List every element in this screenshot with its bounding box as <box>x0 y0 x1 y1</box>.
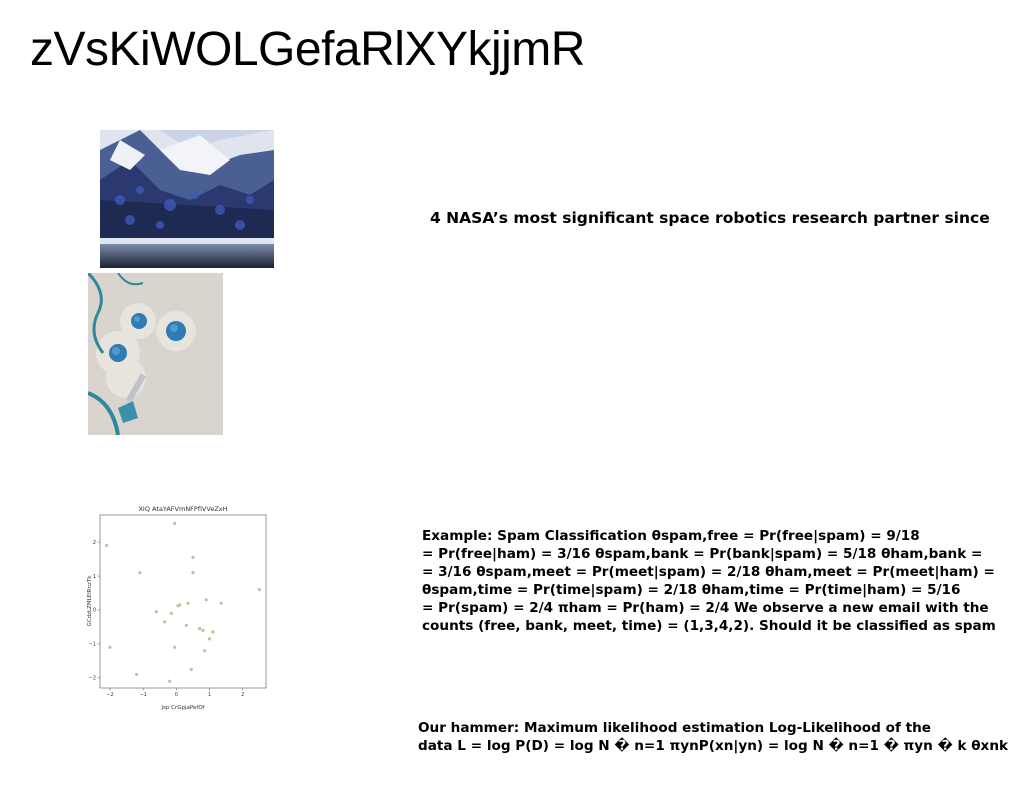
spam-example-block <box>422 527 1022 635</box>
example-line: counts (free, bank, meet, time) = (1,3,4,2). Should it be classified as spam <box>422 618 996 634</box>
hammer-line: Our hammer: Maximum likelihood estimation Log-Likelihood of the <box>418 720 931 736</box>
hammer-block <box>418 719 1018 755</box>
scatter-point <box>205 598 208 601</box>
scatter-point <box>208 637 211 640</box>
scatter-point <box>155 610 158 613</box>
hammer-line: data L = log P(D) = log N � n=1 πynP(xn|yn) = log N � n=1 � πyn � k θxnk <box>418 738 1009 754</box>
caption-text: 4 NASA’s most significant space robotics research partner since <box>430 209 990 227</box>
scatter-point <box>138 571 141 574</box>
scatter-point <box>163 620 166 623</box>
x-tick-label: 0 <box>174 692 178 698</box>
mountain-lake-image <box>100 130 274 268</box>
scatter-point <box>191 556 194 559</box>
page-title: zVsKiWOLGefaRlXYkjjmR <box>30 23 585 76</box>
chart-title: XIQ AtaYAFVmNFPfiVVeZxH <box>138 505 228 513</box>
y-axis-label: GCdzLZMLEIRnzTk <box>87 575 93 627</box>
scatter-point <box>201 629 204 632</box>
scatter-point <box>168 680 171 683</box>
y-tick-label: −2 <box>88 675 96 682</box>
scatter-point <box>203 649 206 652</box>
x-tick-label: −1 <box>139 692 147 698</box>
example-line: θspam,time = Pr(time|spam) = 2/18 θham,time = Pr(time|ham) = 5/16 <box>422 582 961 598</box>
scatter-point <box>258 588 261 591</box>
scatter-point <box>173 646 176 649</box>
y-tick-label: −1 <box>88 641 96 648</box>
scatter-point <box>178 603 181 606</box>
crystals-dishes-image <box>88 273 223 435</box>
scatter-point <box>190 668 193 671</box>
scatter-point <box>135 673 138 676</box>
y-tick-label: 0 <box>92 607 96 614</box>
scatter-point <box>220 602 223 605</box>
x-tick-label: 2 <box>241 692 245 698</box>
x-tick-label: −2 <box>106 692 114 698</box>
x-axis-label: Jsp CrGpjaPefOf <box>161 705 205 711</box>
y-tick-label: 2 <box>92 539 96 546</box>
plot-area <box>100 515 266 688</box>
scatter-point <box>198 627 201 630</box>
scatter-point <box>191 571 194 574</box>
scatter-point <box>211 630 214 633</box>
y-tick-label: 1 <box>92 573 96 580</box>
scatter-point <box>186 602 189 605</box>
scatter-point <box>108 646 111 649</box>
x-tick-label: 1 <box>207 692 212 698</box>
example-line: = Pr(spam) = 2/4 πham = Pr(ham) = 2/4 We observe a new email with the <box>422 600 989 616</box>
scatter-point <box>185 624 188 627</box>
example-line: = Pr(free|ham) = 3/16 θspam,bank = Pr(bank|spam) = 5/18 θham,bank = <box>422 546 983 562</box>
scatter-point <box>173 522 176 525</box>
example-line: Example: Spam Classification θspam,free = Pr(free|spam) = 9/18 <box>422 528 920 544</box>
scatter-point <box>105 544 108 547</box>
example-line: = 3/16 θspam,meet = Pr(meet|spam) = 2/18 θham,meet = Pr(meet|ham) = <box>422 564 995 580</box>
scatter-point <box>170 612 173 615</box>
scatter-chart <box>85 500 270 715</box>
